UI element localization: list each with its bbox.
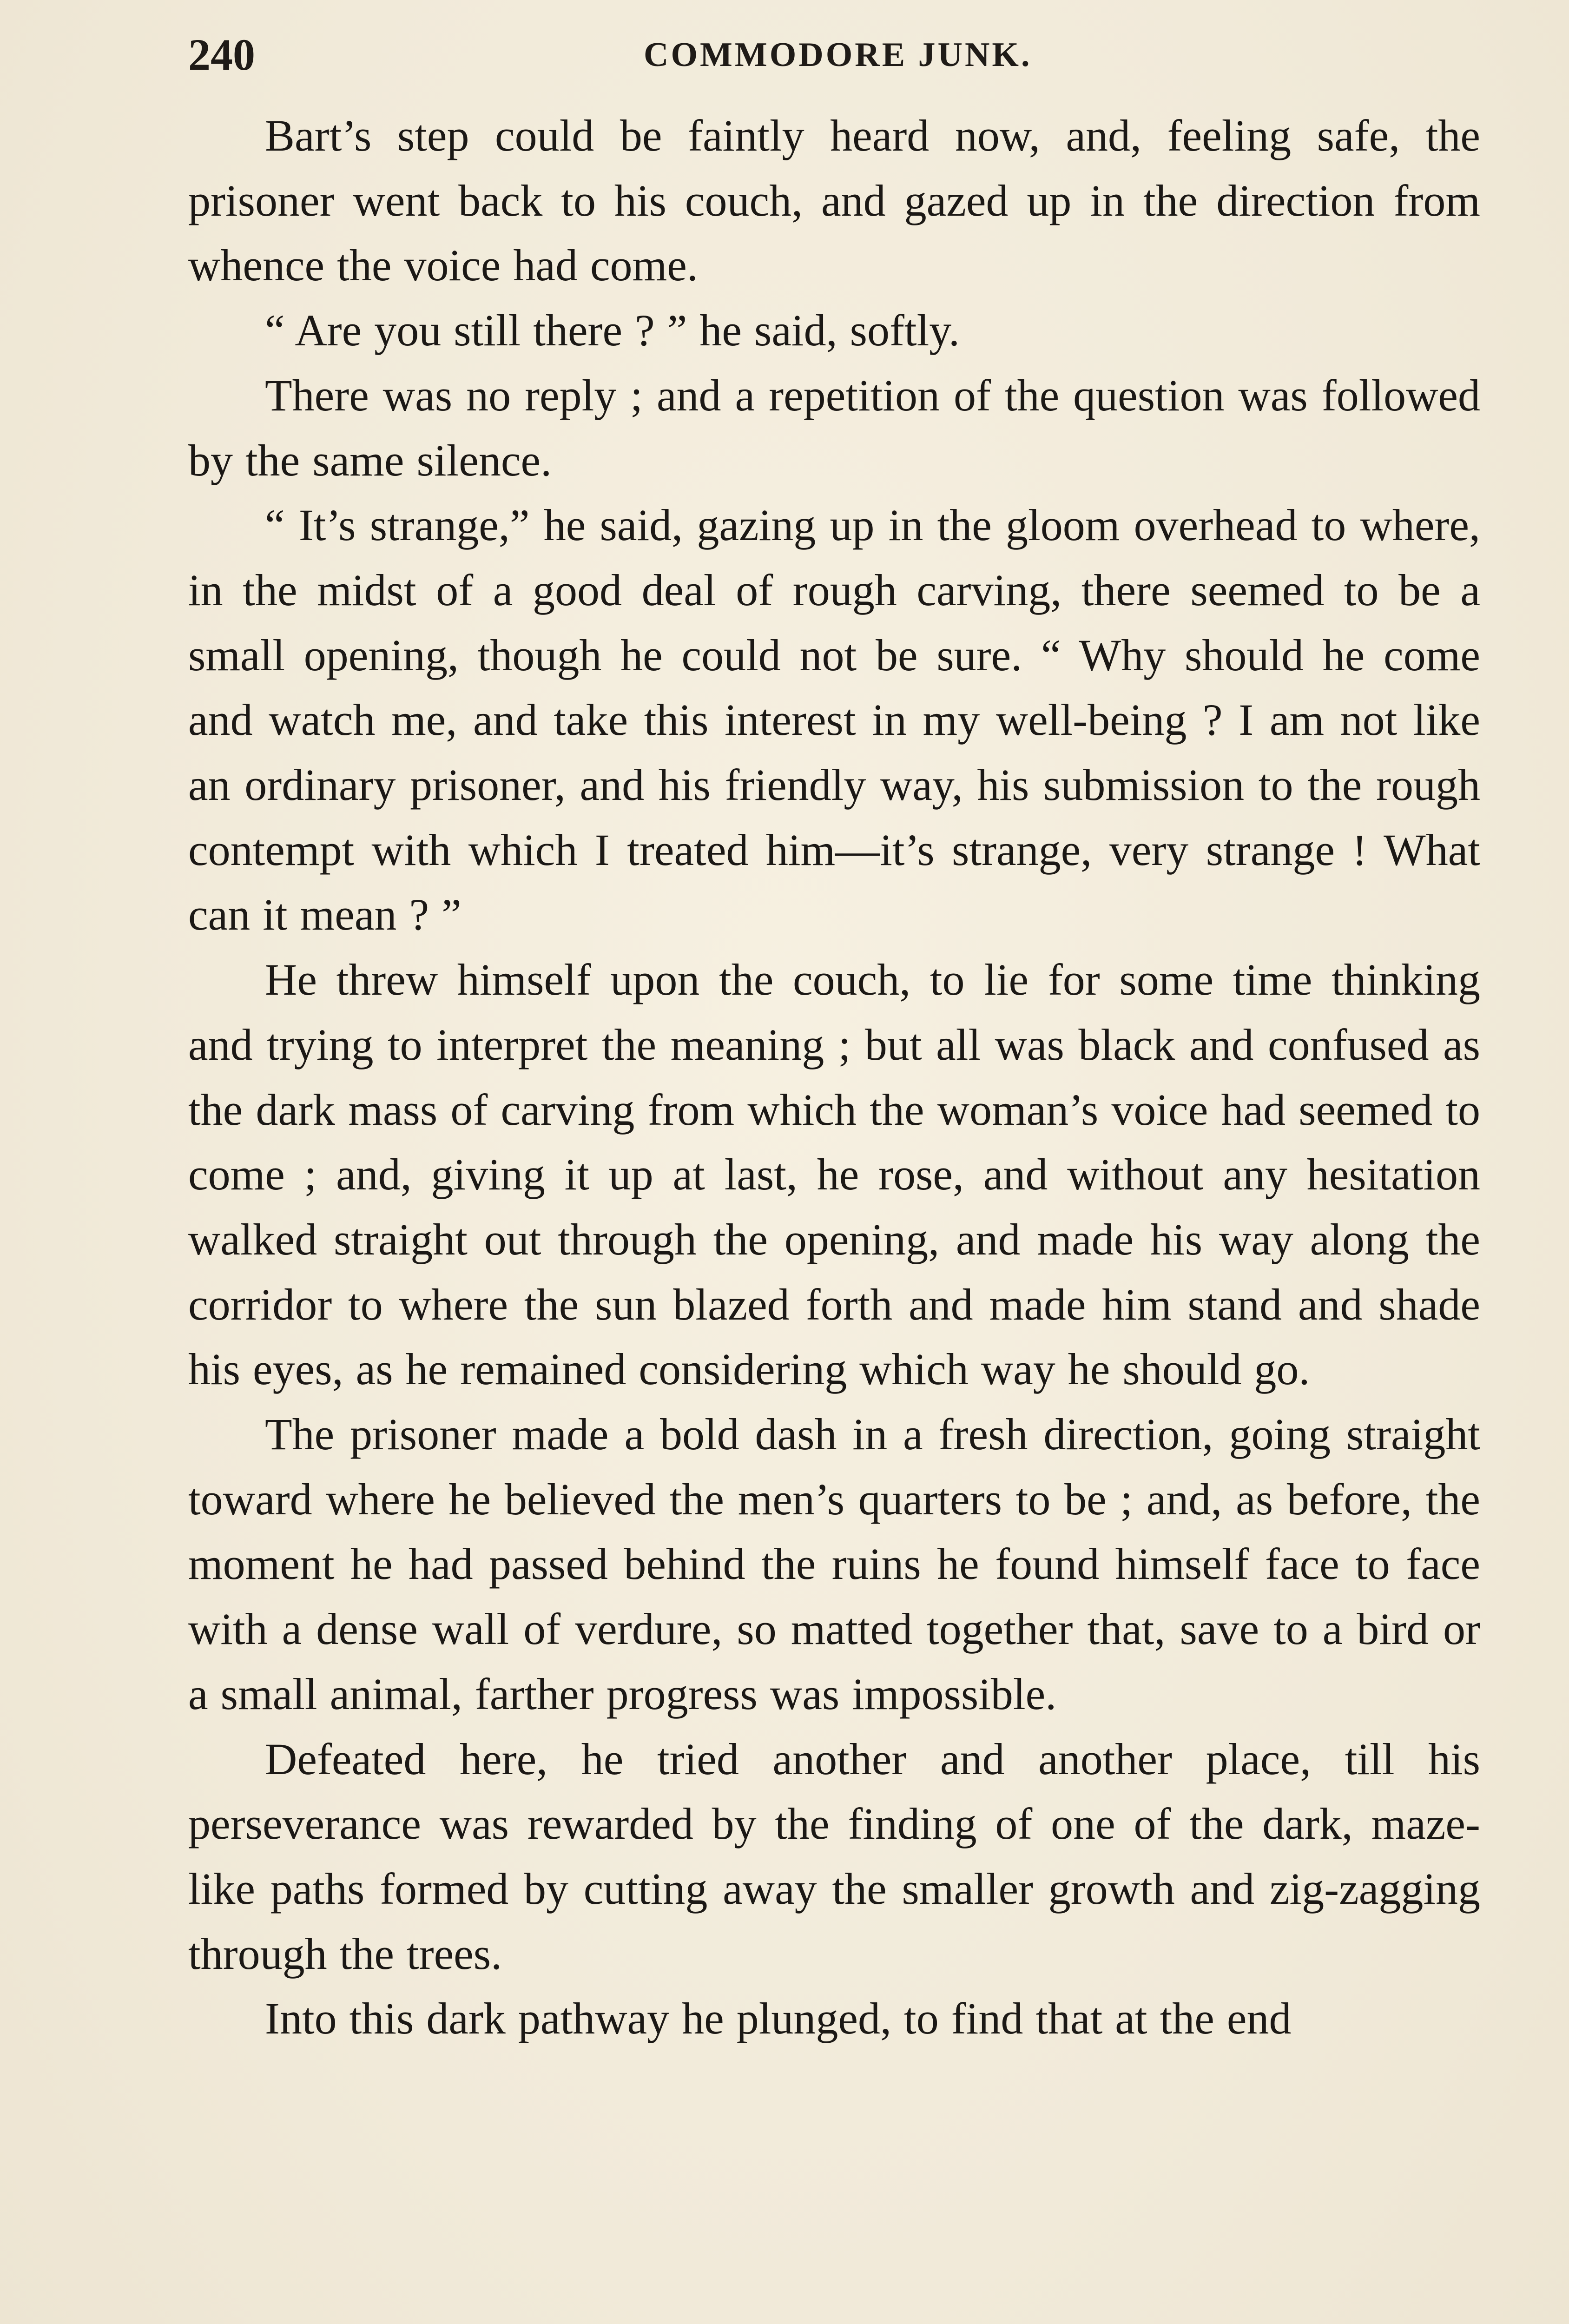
running-title: COMMODORE JUNK. — [644, 36, 1032, 74]
paragraph: Into this dark pathway he plunged, to find that at the end — [265, 1994, 1292, 2044]
running-head — [188, 29, 1476, 85]
paragraph: There was no reply ; and a repetition of the question was followed by the same silence. — [188, 370, 1480, 485]
paragraph: “ It’s strange,” he said, gazing up in the gloom overhead to where, in the midst of a good deal of rough carving, there seemed to be a small opening, though he could not be sure. “ Why should he come and watch me, and take this interest in my well-being ? I am not like an ordinary prisoner, and his friendly way, his submission to the rough contempt with which I treated him—it’s strange, very strange ! What can it mean ? ” — [188, 500, 1480, 940]
paragraph: He threw himself upon the couch, to lie for some time thinking and trying to interpret the meaning ; but all was black and confused as the dark mass of carving from which the woman’s voice had seemed to come ; and, giving it up at last, he rose, and without any hesitation walked straight out through the opening, and made his way along the corridor to where the sun blazed forth and made him stand and shade his eyes, as he remained considering which way he should go. — [188, 955, 1480, 1394]
page-number: 240 — [188, 30, 255, 79]
paragraph: Bart’s step could be faintly heard now, and, feeling safe, the prisoner went back to his couch, and gazed up in the direction from whence the voice had come. — [188, 111, 1480, 290]
body-text — [188, 103, 1480, 2051]
paragraph: The prisoner made a bold dash in a fresh direction, going straight toward where he believed the men’s quarters to be ; and, as before, the moment he had passed behind the ruins he found himself face to face with a dense wall of verdure, so matted together that, save to a bird or a small animal, farther progress was impossible. — [188, 1409, 1480, 1719]
paragraph: Defeated here, he tried another and another place, till his perseverance was rewarded by the finding of one of the dark, maze-like paths formed by cutting away the smaller growth and zig-zagging through the trees. — [188, 1734, 1480, 1979]
paragraph: “ Are you still there ? ” he said, softly. — [265, 305, 960, 356]
